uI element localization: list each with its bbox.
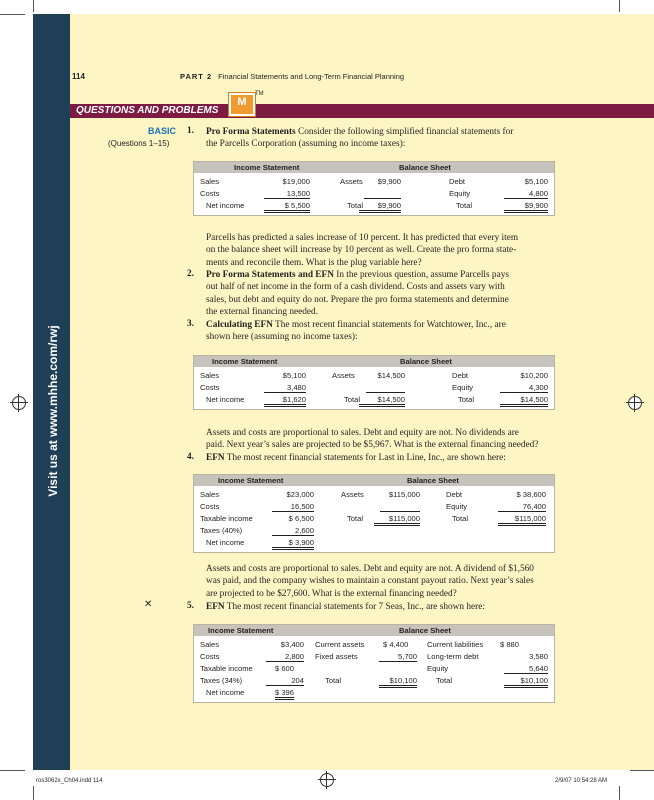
question-number: 5. — [187, 601, 194, 611]
question-number: 4. — [187, 452, 194, 462]
question-title: EFN — [206, 453, 225, 463]
crop-mark — [619, 786, 620, 800]
level-label: BASIC — [148, 126, 177, 136]
sidebar — [33, 14, 70, 770]
part-label: PART 2 — [180, 72, 213, 81]
mhhe-logo: M — [229, 93, 255, 116]
registration-mark-icon — [628, 396, 642, 410]
running-header — [180, 72, 404, 81]
question-number: 2. — [187, 269, 194, 279]
financial-table-3: Income Statement Balance Sheet Sales $5,100 Costs 3,480 Net income $1,620 Assets $14,500 Total $14,500 Debt $10,200 Equity 4,300 Total $14,500 — [193, 355, 555, 410]
question-number: 1. — [187, 126, 194, 136]
part-title: Financial Statements and Long-Term Financial Planning — [218, 72, 405, 81]
question-5: EFN The most recent financial statements for 7 Seas, Inc., are shown here: — [206, 602, 485, 612]
crop-mark — [630, 770, 654, 771]
question-3-continued: Assets and costs are proportional to sales. Debt and equity are not. No dividends are paid. Next year’s sales are projected to be $5,967. What is the external financing needed? — [206, 428, 539, 451]
question-title: Pro Forma Statements — [206, 127, 296, 137]
footer-timestamp: 2/9/07 10:54:28 AM — [555, 778, 608, 784]
question-4: EFN The most recent financial statements for Last in Line, Inc., are shown here: — [206, 453, 506, 463]
table-header: Income Statement Balance Sheet — [194, 625, 554, 636]
question-4-continued: Assets and costs are proportional to sales. Debt and equity are not. A dividend of $1,560 was paid, and the company wishes to maintain a constant payout ratio. Next year’s sales are projected to be $27,600. What is the external financing needed? — [206, 564, 534, 599]
crop-mark — [33, 0, 34, 12]
question-title: Pro Forma Statements and EFN — [206, 270, 334, 280]
question-number: 3. — [187, 319, 194, 329]
crop-mark — [0, 770, 25, 771]
section-bar — [70, 104, 654, 118]
crop-mark — [0, 14, 25, 15]
question-title: EFN — [206, 602, 225, 612]
sidebar-url: Visit us at www.mhhe.com/rwj — [46, 325, 60, 497]
registration-mark-icon — [320, 773, 334, 787]
question-range: (Questions 1–15) — [108, 139, 170, 148]
registration-mark-icon — [12, 396, 26, 410]
table-header: Income Statement Balance Sheet — [194, 162, 554, 173]
table-header: Income Statement Balance Sheet — [194, 475, 554, 486]
question-title: Calculating EFN — [206, 320, 273, 330]
question-2: Pro Forma Statements and EFN In the previous question, assume Parcells pays out half of net income in the form of a cash dividend. Costs and assets vary with sales, but debt and equity do not. Prepare the pro forma statements and determine the external financing needed. — [206, 270, 509, 318]
question-1-continued: Parcells has predicted a sales increase of 10 percent. It has predicted that every item on the balance sheet will increase by 10 percent as well. Create the pro forma state- ments and reconcile them. What is the plug variable here? — [206, 233, 519, 268]
crop-mark — [33, 786, 34, 800]
financial-table-5: Income Statement Balance Sheet Sales $3,400 Costs 2,800 Taxable income $ 600 Taxes (34%) 204 Net income $ 396 Current assets $ 4,400 Fixed assets 5,700 Total $10,100 Current liabilities $ 880 Long-term debt 3,580 Equity 5,640 Total $10,100 — [193, 624, 555, 703]
table-header: Income Statement Balance Sheet — [194, 356, 554, 367]
question-3: Calculating EFN The most recent financial statements for Watchtower, Inc., are shown here (assuming no income taxes): — [206, 320, 506, 343]
financial-table-4: Income Statement Balance Sheet Sales $23,000 Costs 16,500 Taxable income $ 6,500 Taxes (40%) 2,600 Net income $ 3,900 Assets $115,000 Total $115,000 Debt $ 38,600 Equity 76,400 Total $115,000 — [193, 474, 555, 553]
challenge-mark-icon: ✕ — [144, 599, 153, 610]
crop-mark — [619, 0, 620, 12]
section-title: QUESTIONS AND PROBLEMS — [76, 105, 219, 116]
question-1: Pro Forma Statements Consider the following simplified financial statements for the Parcells Corporation (assuming no income taxes): — [206, 127, 514, 150]
trademark: TM — [255, 91, 264, 97]
page-number: 114 — [72, 72, 85, 81]
financial-table-1: Income Statement Balance Sheet Sales $19,000 Costs 13,500 Net income $ 5,500 Assets $9,900 Total $9,900 Debt $5,100 Equity 4,800 Total $9,900 — [193, 161, 555, 216]
footer-file: ros3062x_Ch04.indd 114 — [36, 778, 103, 784]
